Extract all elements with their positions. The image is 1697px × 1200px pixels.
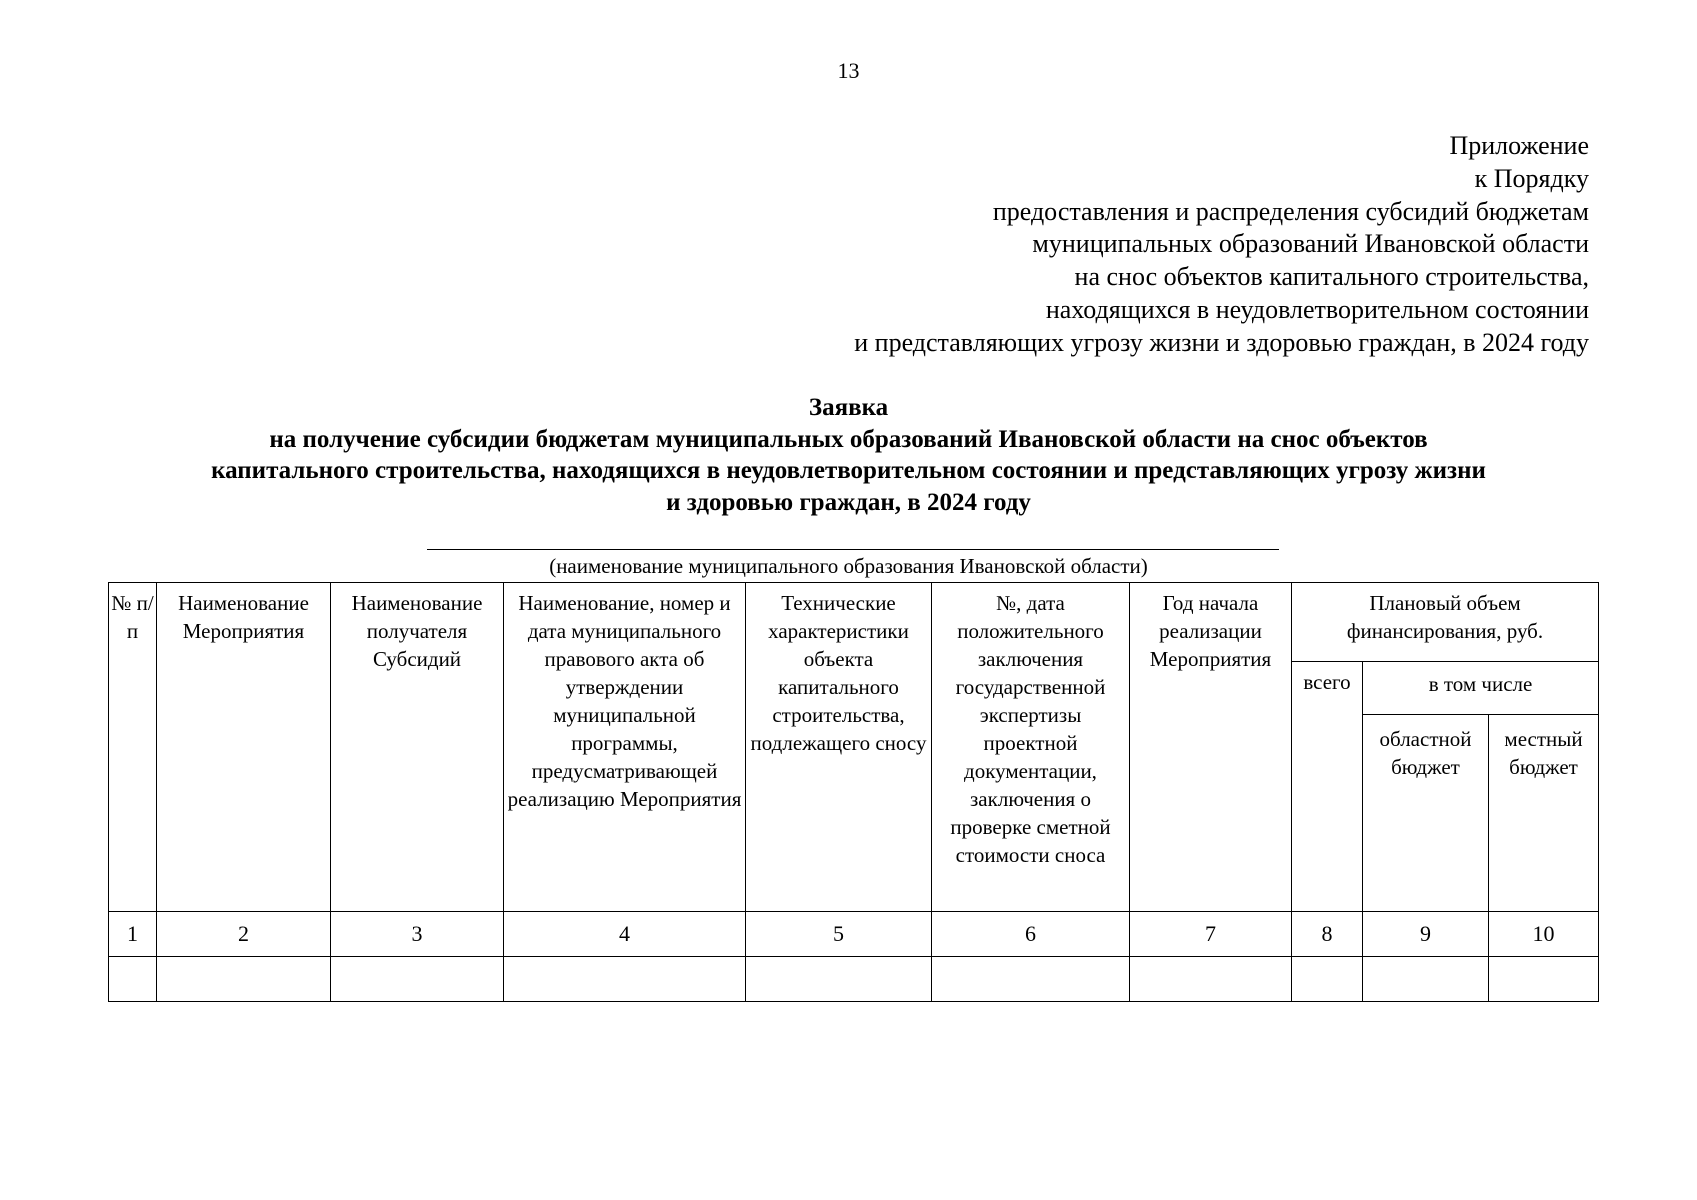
header-cell-legal-act: Наименование, номер и дата муниципального правового акта об утверждении муниципальной программы, предусматривающей реализацию Мероприятия xyxy=(504,583,746,912)
appendix-line: на снос объектов капитального строительства, xyxy=(1074,262,1589,292)
empty-cell xyxy=(331,957,504,1002)
column-number: 6 xyxy=(932,912,1130,957)
column-number: 1 xyxy=(109,912,157,957)
column-number: 8 xyxy=(1292,912,1363,957)
header-cell-total: всего xyxy=(1292,662,1363,912)
column-number: 9 xyxy=(1363,912,1489,957)
header-cell-activity: Наименование Мероприятия xyxy=(157,583,331,912)
empty-data-row xyxy=(109,957,1599,1002)
appendix-line: предоставления и распределения субсидий бюджетам xyxy=(992,196,1589,226)
header-cell-tech-specs: Технические характеристики объекта капитального строительства, подлежащего сносу xyxy=(746,583,932,912)
header-cell-including: в том числе xyxy=(1363,662,1599,715)
appendix-line: муниципальных образований Ивановской области xyxy=(1032,229,1589,259)
column-number: 10 xyxy=(1489,912,1599,957)
appendix-line: и представляющих угрозу жизни и здоровью граждан, в 2024 году xyxy=(854,327,1589,357)
municipality-blank-line xyxy=(427,549,1279,550)
header-cell-local: местный бюджет xyxy=(1489,715,1599,912)
header-cell-start-year: Год начала реализации Мероприятия xyxy=(1130,583,1292,912)
header-cell-regional: областной бюджет xyxy=(1363,715,1489,912)
empty-cell xyxy=(1130,957,1292,1002)
application-table xyxy=(108,582,1599,1002)
title-line: Заявка xyxy=(808,394,889,421)
column-number: 7 xyxy=(1130,912,1292,957)
column-number-row xyxy=(109,912,1599,957)
empty-cell xyxy=(1363,957,1489,1002)
document-title xyxy=(100,392,1597,518)
header-cell-financing: Плановый объем финансирования, руб. xyxy=(1292,583,1599,662)
empty-cell xyxy=(1489,957,1599,1002)
empty-cell xyxy=(504,957,746,1002)
title-line: и здоровью граждан, в 2024 году xyxy=(666,488,1031,516)
empty-cell xyxy=(1292,957,1363,1002)
appendix-line: Приложение xyxy=(1449,131,1589,160)
empty-cell xyxy=(109,957,157,1002)
empty-cell xyxy=(932,957,1130,1002)
header-row xyxy=(109,583,1599,662)
appendix-line: находящихся в неудовлетворительном состоянии xyxy=(1045,294,1589,324)
title-line: на получение субсидии бюджетам муниципальных образований Ивановской области на снос объектов xyxy=(269,425,1428,453)
empty-cell xyxy=(157,957,331,1002)
header-cell-number: № п/п xyxy=(109,583,157,912)
column-number: 3 xyxy=(331,912,504,957)
header-cell-expertise: №, дата положительного заключения государственной экспертизы проектной документации, заключения о проверке сметной стоимости сноса xyxy=(932,583,1130,912)
empty-cell xyxy=(746,957,932,1002)
municipality-caption: (наименование муниципального образования Ивановской области) xyxy=(549,554,1148,578)
page-number: 13 xyxy=(837,58,860,83)
column-number: 4 xyxy=(504,912,746,957)
title-line: капитального строительства, находящихся в неудовлетворительном состоянии и представляющих угрозу жизни xyxy=(211,457,1486,484)
appendix-header xyxy=(689,130,1589,360)
appendix-line: к Порядку xyxy=(1474,163,1589,193)
column-number: 2 xyxy=(157,912,331,957)
header-cell-recipient: Наименование получателя Субсидий xyxy=(331,583,504,912)
column-number: 5 xyxy=(746,912,932,957)
